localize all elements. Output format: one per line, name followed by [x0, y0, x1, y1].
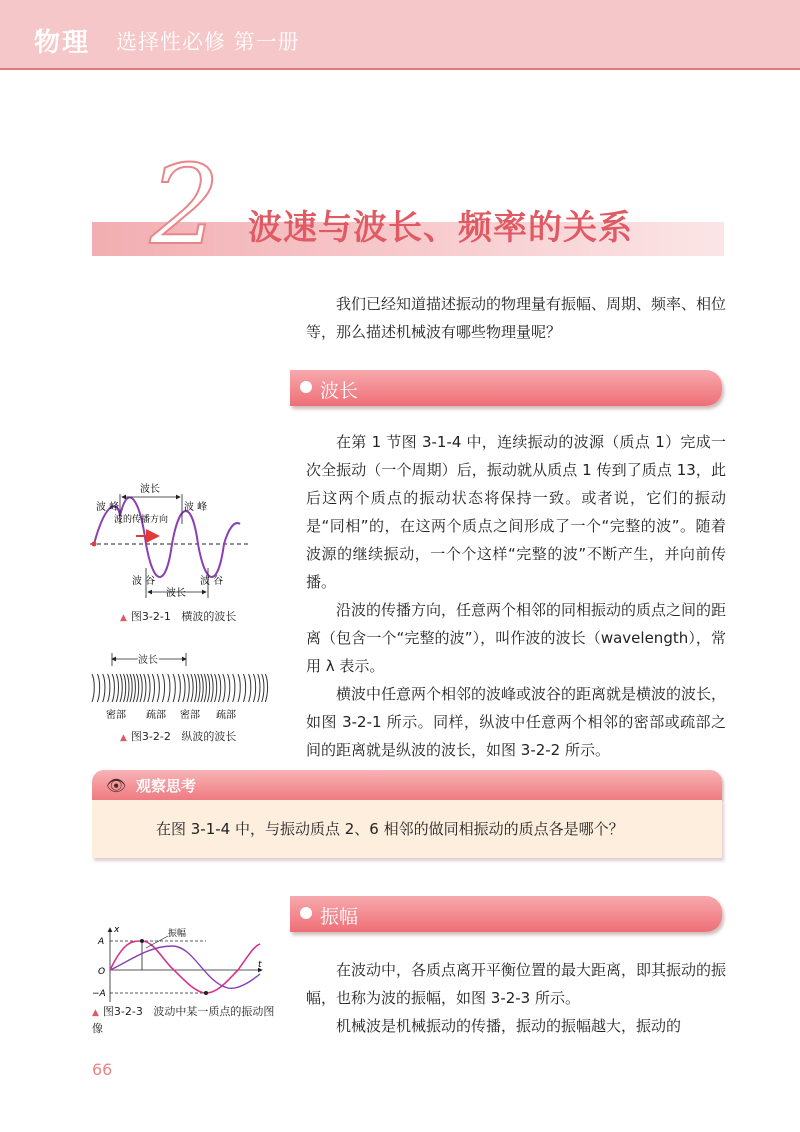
- figure-longitudinal-wave: [88, 650, 278, 722]
- fig1-crest-right: 波 峰: [184, 502, 208, 513]
- coil-22: [187, 674, 189, 702]
- fig3-caption-num: 图3-2-3: [102, 1005, 143, 1018]
- coil-21: [183, 674, 185, 702]
- think-box-body: [92, 800, 722, 858]
- fig2-label-2: 疏部: [146, 710, 166, 721]
- fig1-wavelength-top: 波长: [140, 484, 160, 495]
- coil-30: [214, 674, 216, 702]
- bullet-dot-icon: [300, 381, 312, 393]
- section-title: 波速与波长、频率的关系: [248, 208, 633, 248]
- caption-triangle-icon: ▲: [120, 613, 127, 623]
- coil-32: [223, 674, 225, 702]
- fig1-caption-num: 图3-2-1: [130, 610, 171, 623]
- amplitude-paragraphs: [306, 956, 726, 1040]
- book-subtitle: 选择性必修 第一册: [116, 30, 300, 54]
- coil-0: [92, 674, 94, 702]
- fig2-caption-text: 纵波的波长: [181, 730, 237, 743]
- coil-12: [140, 674, 142, 702]
- coil-35: [238, 674, 240, 702]
- coil-31: [218, 674, 220, 702]
- coil-23: [191, 674, 193, 702]
- fig2-label-4: 疏部: [216, 710, 236, 721]
- coil-20: [178, 674, 180, 702]
- section-bar-wavelength: [290, 370, 722, 406]
- fig3-caption-text: 波动中某一质点的振动图像: [92, 1005, 275, 1035]
- fig1-trough-left: 波 谷: [132, 576, 156, 587]
- coil-2: [103, 674, 105, 702]
- coil-14: [148, 674, 150, 702]
- coil-7: [123, 674, 125, 702]
- figure-vibration-graph: [88, 922, 273, 1004]
- coil-29: [211, 674, 213, 702]
- fig1-caption: [120, 608, 236, 624]
- fig3-x-label: x: [114, 925, 120, 935]
- fig3-amplitude-label: 振幅: [168, 929, 187, 939]
- think-box-header: [92, 770, 722, 800]
- coil-27: [204, 674, 206, 702]
- think-box-label: 观察思考: [136, 777, 197, 795]
- book-title: 物理: [34, 28, 91, 58]
- coil-40: [262, 674, 264, 702]
- figure-transverse-wave: [88, 480, 263, 600]
- fig3-caption: [92, 1004, 282, 1037]
- coil-13: [144, 674, 146, 702]
- coil-28: [207, 674, 209, 702]
- fig2-caption-num: 图3-2-2: [130, 730, 171, 743]
- caption-triangle-icon: ▲: [92, 1008, 99, 1018]
- coil-1: [97, 674, 99, 702]
- wavelength-paragraph-3: 横波中任意两个相邻的波峰或波谷的距离就是横波的波长，如图 3-2-1 所示。同样，纵波中任意两个相邻的密部或疏部之间的距离就是纵波的波长，如图 3-2-2 所示。: [306, 685, 727, 759]
- coil-8: [127, 674, 129, 702]
- section-number: 2: [150, 141, 220, 269]
- intro-text: 我们已经知道描述振动的物理量有振幅、周期、频率、相位等，那么描述机械波有哪些物理量呢？: [306, 295, 727, 341]
- coil-6: [120, 674, 122, 702]
- coil-36: [243, 674, 245, 702]
- coil-15: [152, 674, 154, 702]
- coil-39: [258, 674, 260, 702]
- amplitude-paragraph-2: 机械波是机械振动的传播，振动的振幅越大，振动的: [336, 1017, 682, 1035]
- coil-10: [133, 674, 135, 702]
- coil-34: [233, 674, 235, 702]
- wavelength-paragraph-2: 沿波的传播方向，任意两个相邻的同相振动的质点之间的距离（包含一个“完整的波”），叫作波的波长（wavelength），常用 λ 表示。: [306, 601, 727, 675]
- think-box-question: 在图 3-1-4 中，与振动质点 2、6 相邻的做同相振动的质点各是哪个？: [156, 820, 624, 838]
- coil-41: [265, 674, 267, 702]
- coil-4: [112, 674, 114, 702]
- fig2-wavelength: 波长: [138, 655, 158, 666]
- intro-paragraph: [306, 290, 726, 346]
- page-number: 66: [92, 1060, 113, 1079]
- coil-16: [157, 674, 159, 702]
- section-label-amplitude: 振幅: [320, 906, 359, 928]
- bullet-dot-icon: [300, 907, 312, 919]
- section-label-wavelength: 波长: [320, 380, 359, 402]
- wavelength-paragraph-1: 在第 1 节图 3-1-4 中，连续振动的波源（质点 1）完成一次全振动（一个周期）后，振动就从质点 1 传到了质点 13，此后这两个质点的振动状态将保持一致。或者说，它们的振动是“同相”的，在这两个质点之间形成了一个“完整的波”。随着波源的继续振动，一个个这样“完整的波”不断产生，并向前传播。: [306, 433, 726, 591]
- caption-triangle-icon: ▲: [120, 733, 127, 743]
- coil-9: [130, 674, 132, 702]
- fig1-wavelength-bottom: 波长: [166, 588, 186, 599]
- wavelength-paragraphs: [306, 428, 726, 764]
- fig3-O-label: O: [98, 967, 106, 977]
- eye-question-icon: 👁: [106, 776, 127, 795]
- coil-38: [253, 674, 255, 702]
- section-bar-amplitude: [290, 896, 722, 932]
- coil-37: [249, 674, 251, 702]
- fig1-direction-label: 波的传播方向: [114, 515, 169, 525]
- page-header: [0, 0, 800, 70]
- fig3-t-label: t: [258, 960, 262, 970]
- coil-25: [198, 674, 200, 702]
- fig1-crest-left: 波 峰: [96, 502, 120, 513]
- longitudinal-coils: [92, 674, 268, 702]
- coil-19: [173, 674, 175, 702]
- fig1-trough-right: 波 谷: [200, 576, 224, 587]
- fig3-A-label: A: [98, 937, 105, 947]
- coil-5: [116, 674, 118, 702]
- amplitude-paragraph-1: 在波动中，各质点离开平衡位置的最大距离，即其振动的振幅，也称为波的振幅，如图 3-2-3 所示。: [306, 961, 727, 1007]
- coil-26: [201, 674, 203, 702]
- fig2-caption: [120, 728, 236, 744]
- fig2-label-1: 密部: [106, 710, 126, 721]
- fig1-caption-text: 横波的波长: [181, 610, 237, 623]
- fig2-label-3: 密部: [180, 710, 200, 721]
- coil-17: [162, 674, 164, 702]
- coil-33: [228, 674, 230, 702]
- coil-18: [168, 674, 170, 702]
- coil-3: [108, 674, 110, 702]
- coil-24: [194, 674, 196, 702]
- coil-11: [136, 674, 138, 702]
- fig3-negA-label: −A: [92, 989, 106, 999]
